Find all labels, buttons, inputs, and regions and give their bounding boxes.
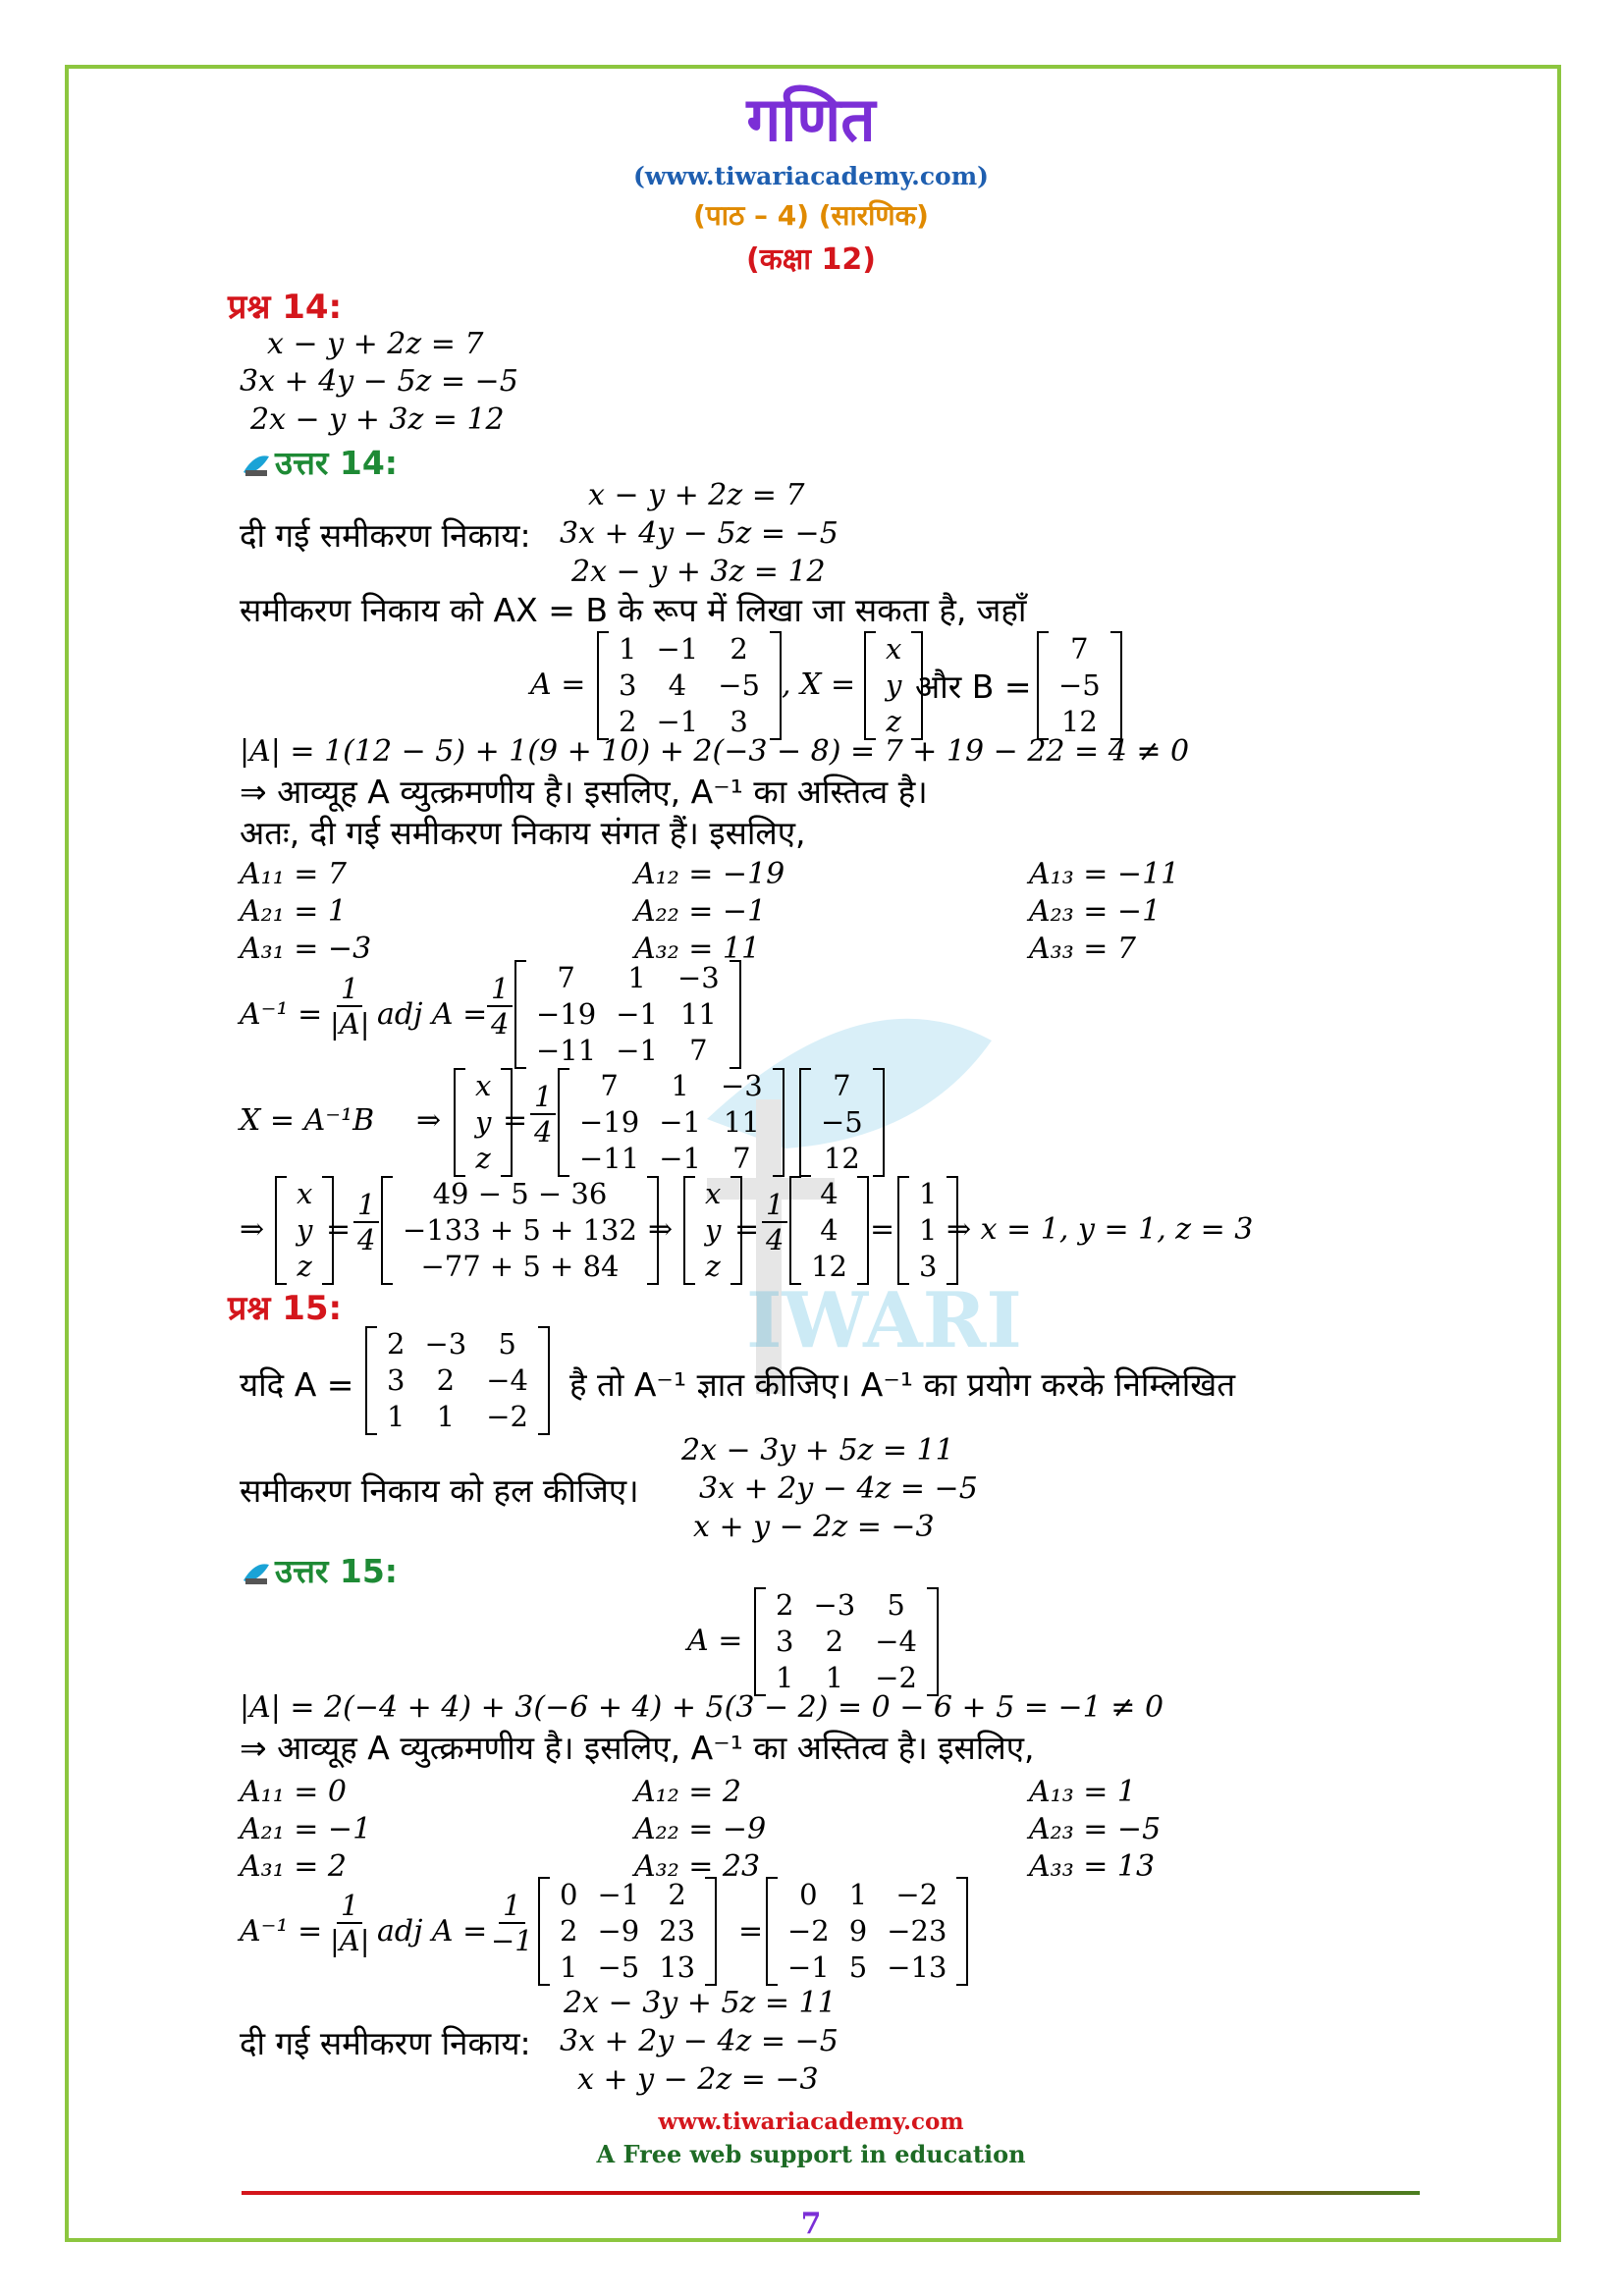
a15-cof-32: A₃₂ = 23	[634, 1849, 761, 1884]
matrix-cell: −1	[597, 1878, 640, 1911]
denominator: 4	[766, 1223, 784, 1256]
matrix-cell: 1	[560, 1950, 578, 1984]
matrix-cell: 2	[619, 705, 637, 738]
matrix-row	[876, 667, 911, 704]
matrix-row	[778, 1949, 956, 1986]
matrix-row	[393, 1212, 647, 1249]
a15-system-label: दी गई समीकरण निकाय:	[240, 2024, 531, 2062]
a14-consistent-text: अतः, दी गई समीकरण निकाय संगत हैं। इसलिए,	[240, 814, 806, 852]
matrix-row	[550, 1949, 705, 1986]
matrix-cell: 2	[560, 1914, 578, 1948]
matrix-row	[766, 1587, 927, 1624]
q14-eq2: 3x + 4y − 5z = −5	[240, 364, 518, 399]
matrix-cell: −23	[887, 1914, 947, 1948]
matrix-cell: −77 + 5 + 84	[420, 1250, 620, 1283]
matrix-cell: −1	[787, 1950, 830, 1984]
bracket-right	[770, 631, 782, 740]
matrix-cell: −11	[579, 1142, 640, 1175]
a14-eq2: 3x + 4y − 5z = −5	[560, 516, 839, 551]
matrix-row	[609, 667, 770, 704]
matrix-cell: y	[705, 1213, 722, 1247]
bracket-left	[683, 1176, 695, 1285]
a14-cof-13: A₁₃ = −11	[1029, 857, 1180, 891]
bracket-left	[275, 1176, 287, 1285]
matrix-body	[526, 960, 730, 1069]
matrix-cell: −2	[875, 1661, 917, 1694]
footer-tagline: A Free web support in education	[596, 2140, 1026, 2168]
question-15-heading: प्रश्न 15:	[228, 1289, 343, 1328]
a14-cof-12: A₁₂ = −19	[634, 857, 785, 891]
matrix-cell: 4	[668, 668, 687, 702]
matrix-cell: 0	[560, 1878, 578, 1911]
chapter-label: (पाठ – 4) (सारणिक)	[693, 199, 929, 232]
bracket-left	[381, 1176, 393, 1285]
matrix-cell: x	[886, 632, 902, 666]
bracket-right	[873, 1068, 885, 1177]
matrix-cell: −19	[579, 1105, 640, 1139]
matrix-row	[909, 1249, 947, 1285]
matrix-cell: 3	[730, 705, 748, 738]
a14-cof-21: A₂₁ = 1	[240, 894, 348, 929]
a14-eq1: x − y + 2z = 7	[588, 478, 805, 512]
a14-adj-label: adj A =	[377, 997, 488, 1032]
matrix-cell: 1	[619, 632, 637, 666]
bracket-left	[365, 1326, 377, 1435]
answer-15-heading	[242, 1548, 398, 1592]
a15-determinant: |A| = 2(−4 + 4) + 3(−6 + 4) + 5(3 − 2) = 0 − 6 + 5 = −1 ≠ 0	[240, 1690, 1164, 1725]
a15-A-label: A =	[687, 1624, 743, 1658]
matrix-cell: 5	[887, 1588, 905, 1622]
matrix-cell: 12	[811, 1250, 847, 1283]
a14-cof-33: A₃₃ = 7	[1029, 932, 1137, 966]
a15-adj-label: adj A =	[377, 1914, 488, 1949]
matrix-cell: −9	[597, 1914, 640, 1948]
matrix-body	[778, 1877, 956, 1986]
matrix-cell: 2	[776, 1588, 794, 1622]
matrix-cell: 4	[820, 1177, 839, 1210]
denominator: 4	[357, 1223, 376, 1256]
a14-matrix-A	[597, 631, 782, 740]
matrix-cell: 49 − 5 − 36	[432, 1177, 608, 1210]
matrix-row	[377, 1399, 538, 1435]
matrix-cell: 7	[689, 1034, 708, 1067]
matrix-cell: −133 + 5 + 132	[403, 1213, 637, 1247]
bracket-left	[538, 1877, 550, 1986]
numerator: 1	[337, 1889, 362, 1924]
q15-eq3: x + y − 2z = −3	[693, 1510, 935, 1544]
a15-inverse-matrix	[766, 1877, 968, 1986]
matrix-cell: x	[705, 1177, 722, 1210]
a14-cof-31: A₃₁ = −3	[240, 932, 372, 966]
matrix-body	[1049, 631, 1110, 740]
a14-arrow-2: ⇒	[240, 1212, 265, 1247]
q15-text: है तो A⁻¹ ज्ञात कीजिए। A⁻¹ का प्रयोग करके निम्लिखित	[569, 1365, 1236, 1404]
matrix-cell: −3	[676, 961, 720, 994]
numerator: 1	[762, 1188, 787, 1223]
matrix-cell: 3	[387, 1363, 406, 1397]
bracket-right	[927, 1587, 939, 1696]
matrix-body	[766, 1587, 927, 1696]
a14-form-text: समीकरण निकाय को AX = B के रूप में लिखा जा सकता है, जहाँ	[240, 591, 1027, 629]
matrix-cell: 1	[627, 961, 646, 994]
matrix-body	[377, 1326, 538, 1435]
a14-x-equals: X = A⁻¹B	[240, 1103, 375, 1138]
bracket-right	[1110, 631, 1122, 740]
a14-eq-sign-2: =	[326, 1212, 352, 1247]
matrix-cell: 11	[723, 1105, 760, 1139]
matrix-cell: 1	[919, 1177, 938, 1210]
matrix-row	[811, 1141, 873, 1177]
page-title: गणित	[746, 83, 876, 155]
matrix-row	[801, 1212, 857, 1249]
matrix-cell: 5	[498, 1327, 516, 1361]
matrix-row	[569, 1068, 773, 1104]
matrix-body	[569, 1068, 773, 1177]
matrix-cell: 1	[848, 1878, 868, 1911]
matrix-cell: −1	[659, 1142, 701, 1175]
a14-fraction-1-over-4-d	[762, 1188, 787, 1256]
footer-url-link[interactable]: www.tiwariacademy.com	[658, 2109, 964, 2135]
q15-matrix-A	[365, 1326, 550, 1435]
matrix-cell: 1	[776, 1661, 794, 1694]
site-link[interactable]: (www.tiwariacademy.com)	[632, 162, 990, 190]
matrix-row	[1049, 667, 1110, 704]
matrix-row	[550, 1877, 705, 1913]
matrix-row	[695, 1176, 730, 1212]
matrix-body	[550, 1877, 705, 1986]
a15-eq3: x + y − 2z = −3	[577, 2062, 819, 2097]
question-14-heading: प्रश्न 14:	[228, 288, 343, 327]
matrix-cell: −1	[656, 705, 699, 738]
matrix-row	[526, 996, 730, 1033]
bracket-left	[766, 1877, 778, 1986]
matrix-cell: 1	[825, 1661, 844, 1694]
a14-eq3: 2x − y + 3z = 12	[571, 555, 826, 589]
matrix-row	[909, 1212, 947, 1249]
matrix-row	[526, 1033, 730, 1069]
a14-matrix-B	[1037, 631, 1122, 740]
a14-determinant: |A| = 1(12 − 5) + 1(9 + 10) + 2(−3 − 8) = 7 + 19 − 22 = 4 ≠ 0	[240, 734, 1190, 769]
matrix-cell: 11	[679, 997, 717, 1031]
a14-eq-sign-3: =	[734, 1212, 760, 1247]
a15-eq-sign: =	[738, 1914, 764, 1949]
matrix-row	[287, 1249, 322, 1285]
numerator: 1	[487, 972, 513, 1007]
a14-X-label: , X =	[782, 667, 856, 702]
matrix-body	[609, 631, 770, 740]
matrix-body	[876, 631, 911, 740]
matrix-row	[695, 1249, 730, 1285]
matrix-cell: 2	[825, 1625, 844, 1658]
a15-invertible-text: ⇒ आव्यूह A व्युत्क्रमणीय है। इसलिए, A⁻¹ का अस्तित्व है। इसलिए,	[240, 1729, 1035, 1767]
matrix-cell: 23	[659, 1914, 696, 1948]
bracket-right	[773, 1068, 784, 1177]
bracket-left	[1037, 631, 1049, 740]
matrix-cell: −3	[720, 1069, 763, 1102]
matrix-cell: 2	[436, 1363, 456, 1397]
denominator: −1	[491, 1924, 533, 1957]
matrix-cell: y	[886, 668, 902, 702]
matrix-cell: x	[475, 1069, 492, 1102]
matrix-cell: 7	[557, 961, 575, 994]
a14-final-answer: ⇒ x = 1, y = 1, z = 3	[947, 1212, 1254, 1247]
a15-fraction-1-over-detA	[330, 1889, 369, 1957]
footer-divider	[242, 2191, 1420, 2195]
matrix-cell: 1	[387, 1400, 406, 1433]
matrix-cell: 12	[823, 1142, 860, 1175]
matrix-cell: y	[475, 1105, 492, 1139]
matrix-cell: −4	[875, 1625, 917, 1658]
answer-14-heading	[242, 440, 398, 484]
bracket-left	[597, 631, 609, 740]
q15-if-label: यदि A =	[240, 1365, 354, 1404]
denominator: |A|	[330, 1924, 370, 1957]
matrix-cell: 9	[848, 1914, 868, 1948]
a14-A-label: A =	[530, 667, 586, 702]
q15-solve-text: समीकरण निकाय को हल कीजिए।	[240, 1471, 639, 1510]
bracket-left	[864, 631, 876, 740]
a14-adj-matrix	[514, 960, 741, 1069]
matrix-row	[569, 1104, 773, 1141]
matrix-cell: 2	[730, 632, 748, 666]
matrix-body	[801, 1176, 857, 1285]
matrix-body	[465, 1068, 501, 1177]
matrix-cell: −2	[486, 1400, 528, 1433]
matrix-row	[1049, 631, 1110, 667]
a15-adj-matrix	[538, 1877, 717, 1986]
matrix-row	[811, 1104, 873, 1141]
a14-arrow-3: ⇒	[648, 1212, 674, 1247]
matrix-cell: −3	[424, 1327, 467, 1361]
numerator: 1	[337, 972, 362, 1007]
bracket-left	[558, 1068, 569, 1177]
matrix-cell: 2	[387, 1327, 406, 1361]
matrix-row	[393, 1249, 647, 1285]
a15-eq1: 2x − 3y + 5z = 11	[564, 1986, 837, 2020]
matrix-row	[287, 1176, 322, 1212]
matrix-cell: z	[705, 1250, 721, 1283]
matrix-body	[393, 1176, 647, 1285]
page-number: 7	[800, 2207, 822, 2241]
matrix-cell: −1	[616, 1034, 658, 1067]
matrix-cell: −1	[659, 1105, 701, 1139]
matrix-body	[287, 1176, 322, 1285]
tiwari-leaf-icon	[242, 1561, 271, 1586]
matrix-row	[876, 631, 911, 667]
a15-cof-21: A₂₁ = −1	[240, 1812, 372, 1846]
class-label: (कक्षा 12)	[746, 242, 876, 277]
bracket-left	[789, 1176, 801, 1285]
matrix-cell: −2	[787, 1914, 830, 1948]
matrix-row	[465, 1104, 501, 1141]
matrix-cell: 3	[919, 1250, 938, 1283]
numerator: 1	[353, 1188, 379, 1223]
matrix-cell: y	[297, 1213, 313, 1247]
a15-cof-12: A₁₂ = 2	[634, 1775, 742, 1809]
a14-adj-matrix-2	[558, 1068, 784, 1177]
matrix-row	[465, 1068, 501, 1104]
matrix-cell: 3	[776, 1625, 794, 1658]
watermark-text: IWARI	[746, 1276, 1022, 1365]
a14-fraction-1-over-4-c	[353, 1188, 379, 1256]
a14-inverse-lhs: A⁻¹ =	[240, 997, 323, 1032]
matrix-row	[778, 1877, 956, 1913]
tiwari-leaf-icon	[242, 453, 271, 478]
matrix-row	[778, 1913, 956, 1949]
a14-eq-sign-4: =	[870, 1212, 895, 1247]
matrix-cell: 7	[732, 1142, 751, 1175]
matrix-cell: −2	[895, 1878, 939, 1911]
matrix-cell: 2	[668, 1878, 686, 1911]
q14-eq3: 2x − y + 3z = 12	[250, 402, 505, 437]
matrix-body	[909, 1176, 947, 1285]
matrix-cell: 7	[833, 1069, 851, 1102]
q15-eq1: 2x − 3y + 5z = 11	[681, 1433, 954, 1468]
matrix-cell: −1	[656, 632, 699, 666]
numerator: 1	[530, 1080, 556, 1115]
matrix-cell: −5	[718, 668, 760, 702]
a14-fraction-1-over-4	[487, 972, 513, 1041]
bracket-right	[705, 1877, 717, 1986]
bracket-left	[897, 1176, 909, 1285]
matrix-row	[377, 1362, 538, 1399]
q15-eq2: 3x + 2y − 4z = −5	[699, 1471, 978, 1506]
a15-cof-11: A₁₁ = 0	[240, 1775, 348, 1809]
numerator: 1	[499, 1889, 524, 1924]
denominator: |A|	[330, 1007, 370, 1041]
matrix-cell: 12	[1060, 705, 1098, 738]
matrix-cell: z	[475, 1142, 491, 1175]
denominator: 4	[491, 1007, 510, 1041]
bracket-right	[857, 1176, 869, 1285]
a15-cof-22: A₂₂ = −9	[634, 1812, 767, 1846]
matrix-row	[695, 1212, 730, 1249]
matrix-row	[393, 1176, 647, 1212]
a15-matrix-A	[754, 1587, 939, 1696]
a14-system-label: दी गई समीकरण निकाय:	[240, 516, 531, 555]
a15-cof-23: A₂₃ = −5	[1029, 1812, 1162, 1846]
matrix-cell: 7	[1070, 632, 1089, 666]
matrix-row	[909, 1176, 947, 1212]
matrix-body	[695, 1176, 730, 1285]
matrix-cell: 0	[799, 1878, 818, 1911]
matrix-row	[550, 1913, 705, 1949]
a14-eq-sign-1: =	[503, 1103, 528, 1138]
matrix-cell: −5	[597, 1950, 640, 1984]
a15-inverse-lhs: A⁻¹ =	[240, 1914, 323, 1949]
matrix-cell: z	[886, 705, 901, 738]
bracket-left	[514, 960, 526, 1069]
matrix-cell: −5	[1058, 668, 1101, 702]
a14-arrow-1: ⇒	[416, 1103, 442, 1138]
matrix-row	[526, 960, 730, 996]
bracket-right	[730, 960, 741, 1069]
matrix-row	[609, 631, 770, 667]
matrix-cell: −1	[616, 997, 658, 1031]
matrix-row	[766, 1624, 927, 1660]
matrix-cell: 1	[919, 1213, 938, 1247]
answer-15-label: उत्तर 15:	[275, 1552, 398, 1590]
a15-cof-33: A₃₃ = 13	[1029, 1849, 1156, 1884]
matrix-cell: 1	[671, 1069, 689, 1102]
matrix-row	[377, 1326, 538, 1362]
bracket-right	[956, 1877, 968, 1986]
a14-cof-32: A₃₂ = 11	[634, 932, 761, 966]
a15-fraction-1-over-minus-1	[491, 1889, 533, 1957]
a14-product-matrix	[381, 1176, 659, 1285]
a14-result-matrix-4	[789, 1176, 869, 1285]
answer-14-label: उत्तर 14:	[275, 444, 398, 482]
a14-invertible-text: ⇒ आव्यूह A व्युत्क्रमणीय है। इसलिए, A⁻¹ का अस्तित्व है।	[240, 773, 928, 811]
matrix-row	[569, 1141, 773, 1177]
a14-cof-22: A₂₂ = −1	[634, 894, 767, 929]
matrix-cell: 13	[659, 1950, 696, 1984]
matrix-cell: −13	[887, 1950, 947, 1984]
a14-and-B-label: और B =	[915, 667, 1032, 706]
matrix-cell: 4	[820, 1213, 839, 1247]
a15-eq2: 3x + 2y − 4z = −5	[560, 2024, 839, 2058]
matrix-cell: 7	[600, 1069, 619, 1102]
matrix-row	[287, 1212, 322, 1249]
matrix-cell: 5	[848, 1950, 868, 1984]
matrix-cell: −3	[813, 1588, 856, 1622]
bracket-left	[799, 1068, 811, 1177]
bracket-right	[538, 1326, 550, 1435]
matrix-cell: 3	[619, 668, 637, 702]
matrix-cell: −5	[821, 1105, 863, 1139]
matrix-cell: −11	[536, 1034, 597, 1067]
matrix-cell: 1	[436, 1400, 456, 1433]
a14-cof-11: A₁₁ = 7	[240, 857, 348, 891]
q14-eq1: x − y + 2z = 7	[267, 327, 484, 361]
matrix-cell: −4	[486, 1363, 528, 1397]
a14-cof-23: A₂₃ = −1	[1029, 894, 1162, 929]
matrix-cell: −19	[536, 997, 597, 1031]
matrix-cell: z	[297, 1250, 312, 1283]
matrix-row	[801, 1249, 857, 1285]
matrix-body	[811, 1068, 873, 1177]
a14-fraction-1-over-detA	[330, 972, 369, 1041]
matrix-row	[811, 1068, 873, 1104]
denominator: 4	[534, 1115, 553, 1148]
matrix-row	[801, 1176, 857, 1212]
a14-B-matrix-2	[799, 1068, 885, 1177]
a15-cof-31: A₃₁ = 2	[240, 1849, 348, 1884]
bracket-left	[454, 1068, 465, 1177]
a14-fraction-1-over-4-b	[530, 1080, 556, 1148]
a15-cof-13: A₁₃ = 1	[1029, 1775, 1137, 1809]
bracket-left	[754, 1587, 766, 1696]
matrix-cell: x	[297, 1177, 313, 1210]
matrix-row	[465, 1141, 501, 1177]
